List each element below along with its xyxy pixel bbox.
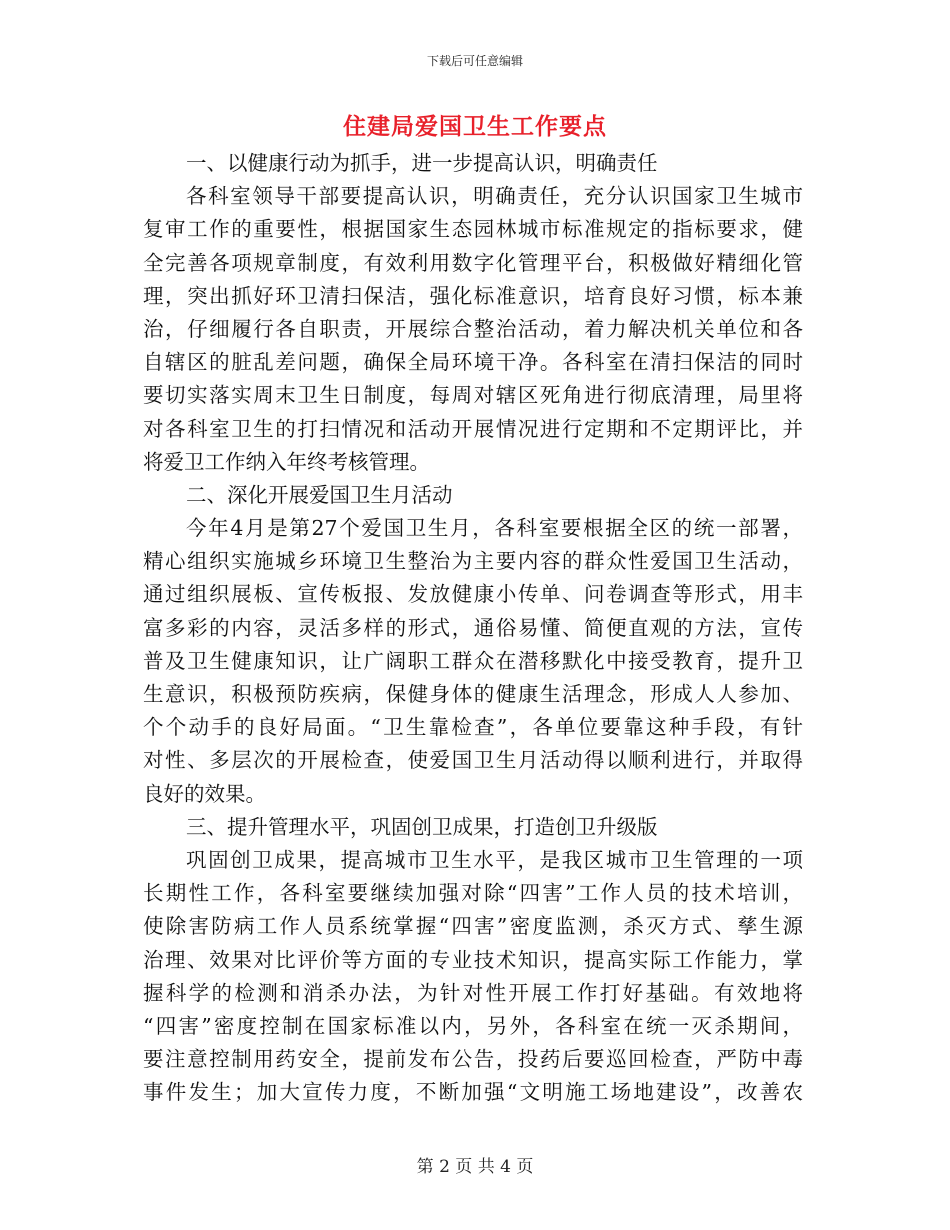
body-line: 对性、多层次的开展检查，使爱国卫生月活动得以顺利进行，并取得 <box>143 748 803 773</box>
body-line: 各科室领导干部要提高认识，明确责任，充分认识国家卫生城市 <box>186 184 803 209</box>
body-line: 三、提升管理水平，巩固创卫成果，打造创卫升级版 <box>186 814 658 839</box>
body-line: 巩固创卫成果，提高城市卫生水平，是我区城市卫生管理的一项 <box>186 847 803 872</box>
body-line: 普及卫生健康知识，让广阔职工群众在潜移默化中接受教育，提升卫 <box>143 648 803 673</box>
body-line: 理，突出抓好环卫清扫保洁，强化标准意识，培育良好习惯，标本兼 <box>143 283 803 308</box>
body-line: 对各科室卫生的打扫情况和活动开展情况进行定期和不定期评比，并 <box>143 416 803 441</box>
body-line: 治理、效果对比评价等方面的专业技术知识，提高实际工作能力，掌 <box>143 947 803 972</box>
body-line: 良好的效果。 <box>143 781 266 806</box>
body-line: 今年4月是第27个爱国卫生月，各科室要根据全区的统一部署， <box>186 516 803 541</box>
header-note: 下载后可任意编辑 <box>426 54 523 68</box>
body-line: 精心组织实施城乡环境卫生整治为主要内容的群众性爱国卫生活动， <box>143 549 803 574</box>
body-line: 一、以健康行动为抓手，进一步提高认识，明确责任 <box>186 151 658 175</box>
body-line: 将爱卫工作纳入年终考核管理。 <box>143 449 430 474</box>
body-line: 通过组织展板、宣传板报、发放健康小传单、问卷调查等形式，用丰 <box>143 582 803 607</box>
body-line: 生意识，积极预防疾病，保健身体的健康生活理念，形成人人参加、 <box>143 682 803 706</box>
body-line: 二、深化开展爱国卫生月活动 <box>186 482 453 507</box>
body-line: 长期性工作，各科室要继续加强对除“四害”工作人员的技术培训， <box>143 881 803 906</box>
body-line: 事件发生；加大宣传力度，不断加强“文明施工场地建设”，改善农 <box>143 1080 803 1105</box>
body-line: 使除害防病工作人员系统掌握“四害”密度监测，杀灭方式、孳生源 <box>143 914 803 939</box>
body-line: 握科学的检测和消杀办法，为针对性开展工作打好基础。有效地将 <box>143 980 803 1005</box>
page-number: 第 2 页 共 4 页 <box>416 1157 534 1177</box>
body-line: 富多彩的内容，灵活多样的形式，通俗易懂、简便直观的方法，宣传 <box>143 615 803 640</box>
body-line: 自辖区的脏乱差问题，确保全局环境干净。各科室在清扫保洁的同时 <box>143 350 803 375</box>
body-line: 治，仔细履行各自职责，开展综合整治活动，着力解决机关单位和各 <box>143 316 803 341</box>
body-line: “四害”密度控制在国家标准以内，另外，各科室在统一灭杀期间， <box>143 1013 803 1038</box>
body-line: 个个动手的良好局面。“卫生靠检查”，各单位要靠这种手段，有针 <box>143 715 803 740</box>
body-line: 要切实落实周末卫生日制度，每周对辖区死角进行彻底清理，局里将 <box>143 383 803 408</box>
body-line: 要注意控制用药安全，提前发布公告，投药后要巡回检查，严防中毒 <box>143 1047 803 1072</box>
body-line: 全完善各项规章制度，有效利用数字化管理平台，积极做好精细化管 <box>143 250 803 275</box>
document-title: 住建局爱国卫生工作要点 <box>343 113 607 140</box>
document-body <box>143 147 803 1109</box>
body-line: 复审工作的重要性，根据国家生态园林城市标准规定的指标要求，健 <box>143 217 803 242</box>
